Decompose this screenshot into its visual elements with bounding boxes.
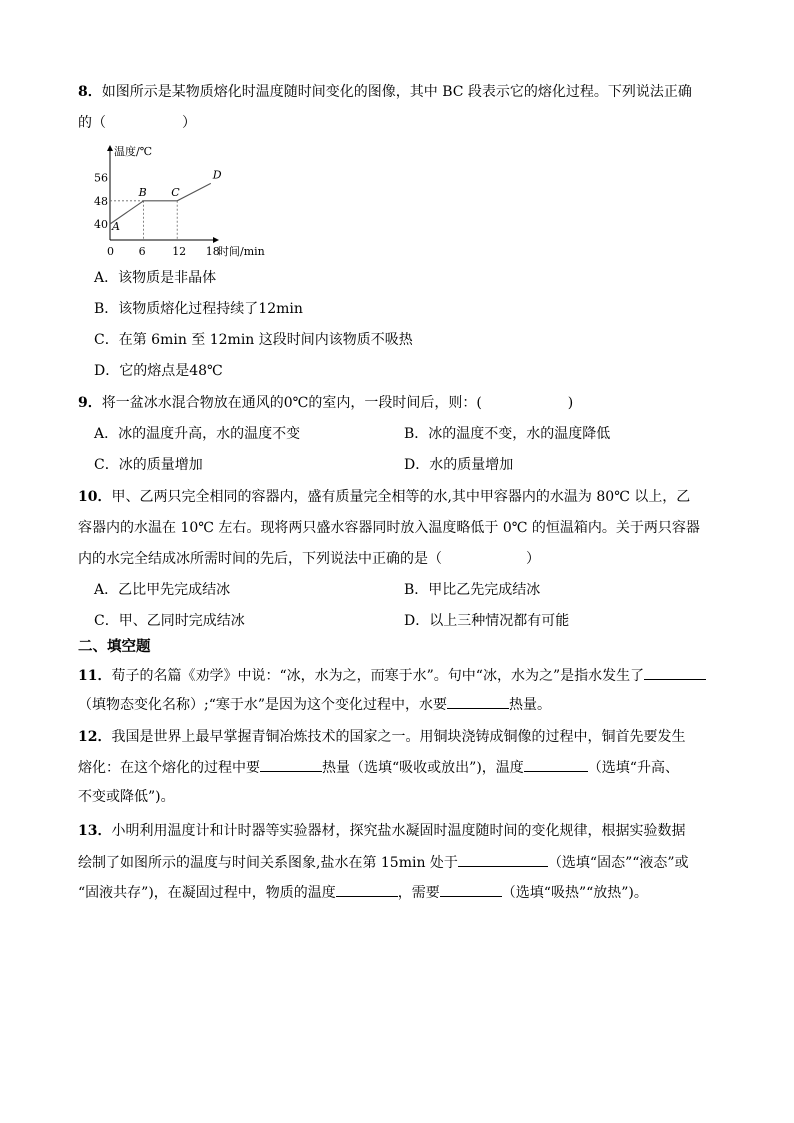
q8-number: 8． (78, 84, 102, 100)
q11-line1: 11．荀子的名篇《劝学》中说：“冰，水为之，而寒于水”。句中“冰，水为之”是指水发生了 (78, 665, 706, 686)
q13-blank-1[interactable] (458, 852, 548, 867)
q10-line2: 容器内的水温在 10℃ 左右。现将两只盛水容器同时放入温度略低于 0℃ 的恒温箱内。关于两只容器 (78, 520, 700, 536)
q13-number: 13． (78, 823, 112, 839)
q9-option-d[interactable]: D．水的质量增加 (404, 457, 514, 473)
q10-line1: 10．甲、乙两只完全相同的容器内，盛有质量完全相等的水,其中甲容器内的水温为 80℃ 以上，乙 (78, 489, 691, 505)
point-label-c: C (171, 185, 180, 199)
q12-number: 12． (78, 729, 112, 745)
q8-line1: 8．如图所示是某物质熔化时温度随时间变化的图像，其中 BC 段表示它的熔化过程。下列说法正确 (78, 84, 692, 100)
q10-option-c[interactable]: C．甲、乙同时完成结冰 (94, 613, 245, 629)
q12-blank-2[interactable] (524, 757, 588, 772)
point-label-a: A (112, 220, 120, 233)
x-tick-label: 18 (205, 245, 220, 258)
q9-option-c[interactable]: C．冰的质量增加 (94, 457, 203, 473)
q12-line3: 不变或降低”)。 (78, 789, 175, 805)
q10-option-b[interactable]: B．甲比乙先完成结冰 (404, 582, 541, 598)
section-heading-fill-in: 二、填空题 (78, 638, 151, 655)
q11-blank-1[interactable] (644, 665, 706, 680)
q10-line3: 内的水完全结成冰所需时间的先后，下列说法中正确的是（ ） (78, 551, 540, 567)
temperature-time-graph (90, 142, 280, 260)
x-axis-label: 时间/min (218, 245, 265, 258)
q8-option-a[interactable]: A．该物质是非晶体 (94, 270, 217, 286)
q13-blank-2[interactable] (336, 882, 398, 897)
q9-number: 9． (78, 395, 102, 411)
q13-line3: “固液共存”)，在凝固过程中，物质的温度 ，需要 （选填“吸热”“放热”)。 (78, 882, 648, 903)
q10-option-d[interactable]: D．以上三种情况都有可能 (404, 613, 570, 629)
q13-line1: 13．小明利用温度计和计时器等实验器材，探究盐水凝固时温度随时间的变化规律，根据实验数据 (78, 823, 686, 839)
q13-blank-3[interactable] (440, 882, 502, 897)
q12-blank-1[interactable] (260, 757, 322, 772)
y-tick-label: 40 (94, 218, 108, 231)
q12-line2: 熔化：在这个熔化的过程中要 热量（选填“吸收或放出”)，温度 （选填“升高、 (78, 757, 679, 778)
x-tick-label: 0 (107, 245, 114, 258)
q11-line2: （填物态变化名称）;“寒于水”是因为这个变化过程中，水要 热量。 (78, 694, 551, 715)
q10-number: 10． (78, 489, 112, 505)
q11-blank-2[interactable] (447, 694, 509, 709)
y-tick-label: 48 (94, 194, 108, 208)
temperature-curve (110, 183, 211, 224)
q8-line2: 的（ ） (78, 115, 196, 131)
q12-line1: 12．我国是世界上最早掌握青铜冶炼技术的国家之一。用铜块浇铸成铜像的过程中，铜首先要发生 (78, 729, 686, 745)
q8-option-c[interactable]: C．在第 6min 至 12min 这段时间内该物质不吸热 (94, 332, 413, 348)
q11-number: 11． (78, 668, 112, 684)
x-tick-label: 12 (172, 245, 187, 258)
q13-line2: 绘制了如图所示的温度与时间关系图象,盐水在第 15min 处于 （选填“固态”“液态”或 (78, 852, 689, 873)
y-tick-label: 56 (94, 171, 108, 185)
point-label-b: B (138, 185, 147, 199)
q8-option-b[interactable]: B．该物质熔化过程持续了12min (94, 301, 303, 317)
q9-option-a[interactable]: A．冰的温度升高，水的温度不变 (94, 426, 301, 442)
q10-option-a[interactable]: A．乙比甲先完成结冰 (94, 582, 231, 598)
q8-option-d[interactable]: D．它的熔点是48℃ (94, 363, 223, 379)
x-tick-label: 6 (138, 245, 146, 258)
y-axis-label: 温度/℃ (114, 145, 153, 158)
q9-line: 9．将一盆冰水混合物放在通风的0℃的室内，一段时间后，则：( ) (78, 395, 574, 411)
point-label-d: D (212, 168, 222, 182)
q9-option-b[interactable]: B．冰的温度不变，水的温度降低 (404, 426, 611, 442)
